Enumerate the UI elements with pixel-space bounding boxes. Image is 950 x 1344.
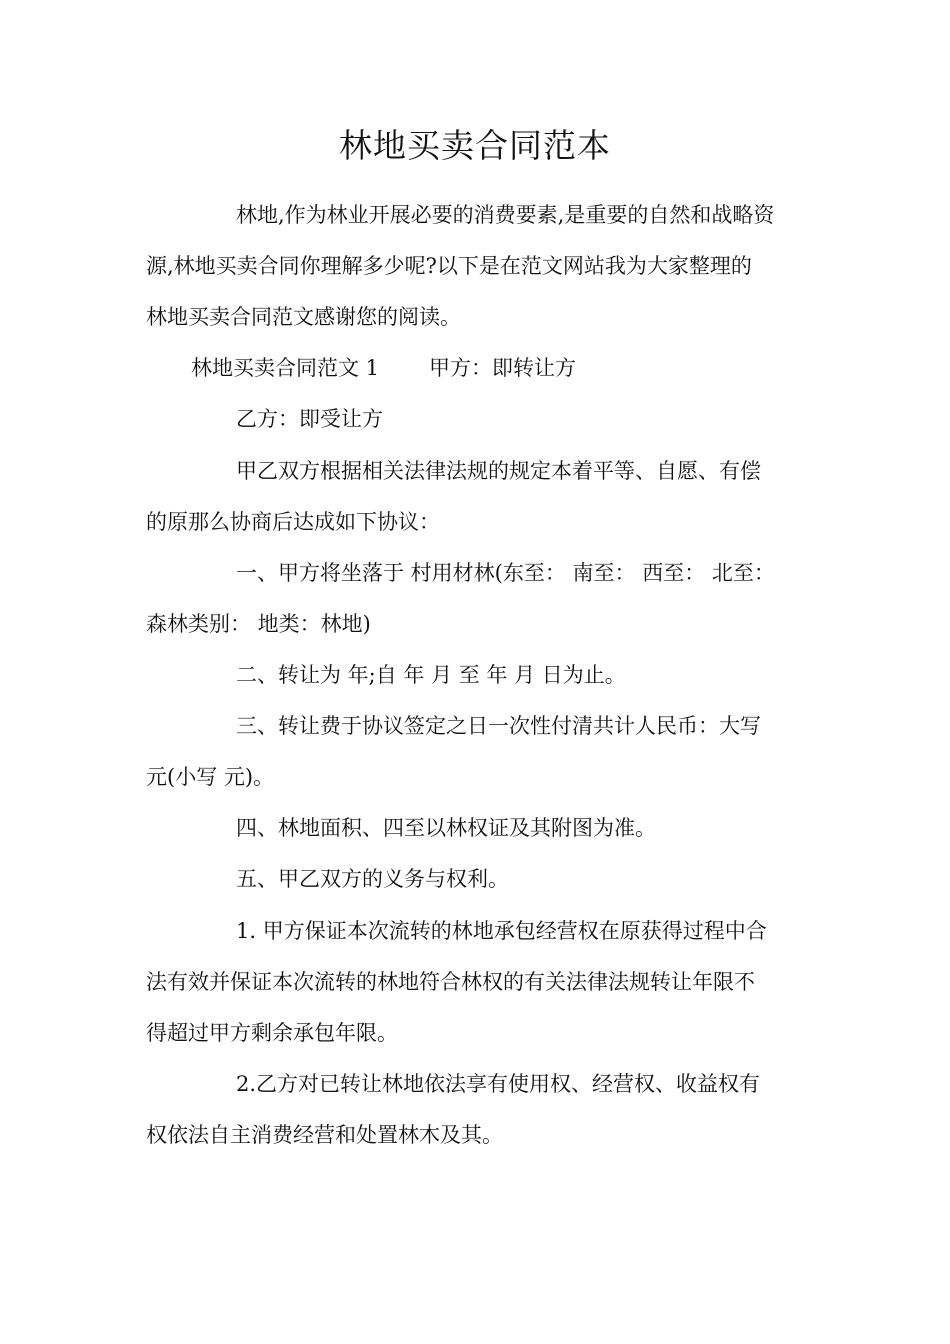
clause-line: 森林类别： 地类：林地)	[146, 612, 371, 636]
paragraph-line: 甲乙双方根据相关法律法规的规定本着平等、自愿、有偿	[236, 459, 761, 483]
clause-line: 一、甲方将坐落于 村用材林(东至： 南至： 西至： 北至：	[236, 561, 775, 585]
paragraph-line: 的原那么协商后达成如下协议：	[146, 510, 440, 534]
document-title: 林地买卖合同范本	[339, 126, 611, 165]
paragraph-line: 林地买卖合同范文感谢您的阅读。	[146, 305, 461, 329]
paragraph-line: 林地,作为林业开展必要的消费要素,是重要的自然和战略资	[236, 203, 775, 227]
clause-line: 元(小写 元)。	[146, 765, 275, 789]
clause-line: 四、林地面积、四至以林权证及其附图为准。	[236, 816, 656, 840]
section-heading: 林地买卖合同范文 1	[191, 356, 380, 380]
party-b-label: 乙方：即受让方	[236, 407, 383, 431]
party-a-label: 甲方：即转让方	[429, 356, 577, 380]
section-heading-line	[191, 353, 576, 383]
clause-line: 权依法自主消费经营和处置林木及其。	[146, 1123, 503, 1147]
clause-line: 2.乙方对已转让林地依法享有使用权、经营权、收益权有	[236, 1072, 761, 1096]
paragraph-line: 源,林地买卖合同你理解多少呢?以下是在范文网站我为大家整理的	[146, 254, 752, 278]
clause-line: 得超过甲方剩余承包年限。	[146, 1021, 398, 1045]
clause-line: 法有效并保证本次流转的林地符合林权的有关法律法规转让年限不	[146, 970, 755, 994]
clause-line: 1. 甲方保证本次流转的林地承包经营权在原获得过程中合	[236, 919, 767, 943]
clause-line: 五、甲乙双方的义务与权利。	[236, 867, 509, 891]
clause-line: 二、转让为 年;自 年 月 至 年 月 日为止。	[236, 663, 626, 687]
clause-line: 三、转让费于协议签定之日一次性付清共计人民币：大写	[236, 714, 761, 738]
